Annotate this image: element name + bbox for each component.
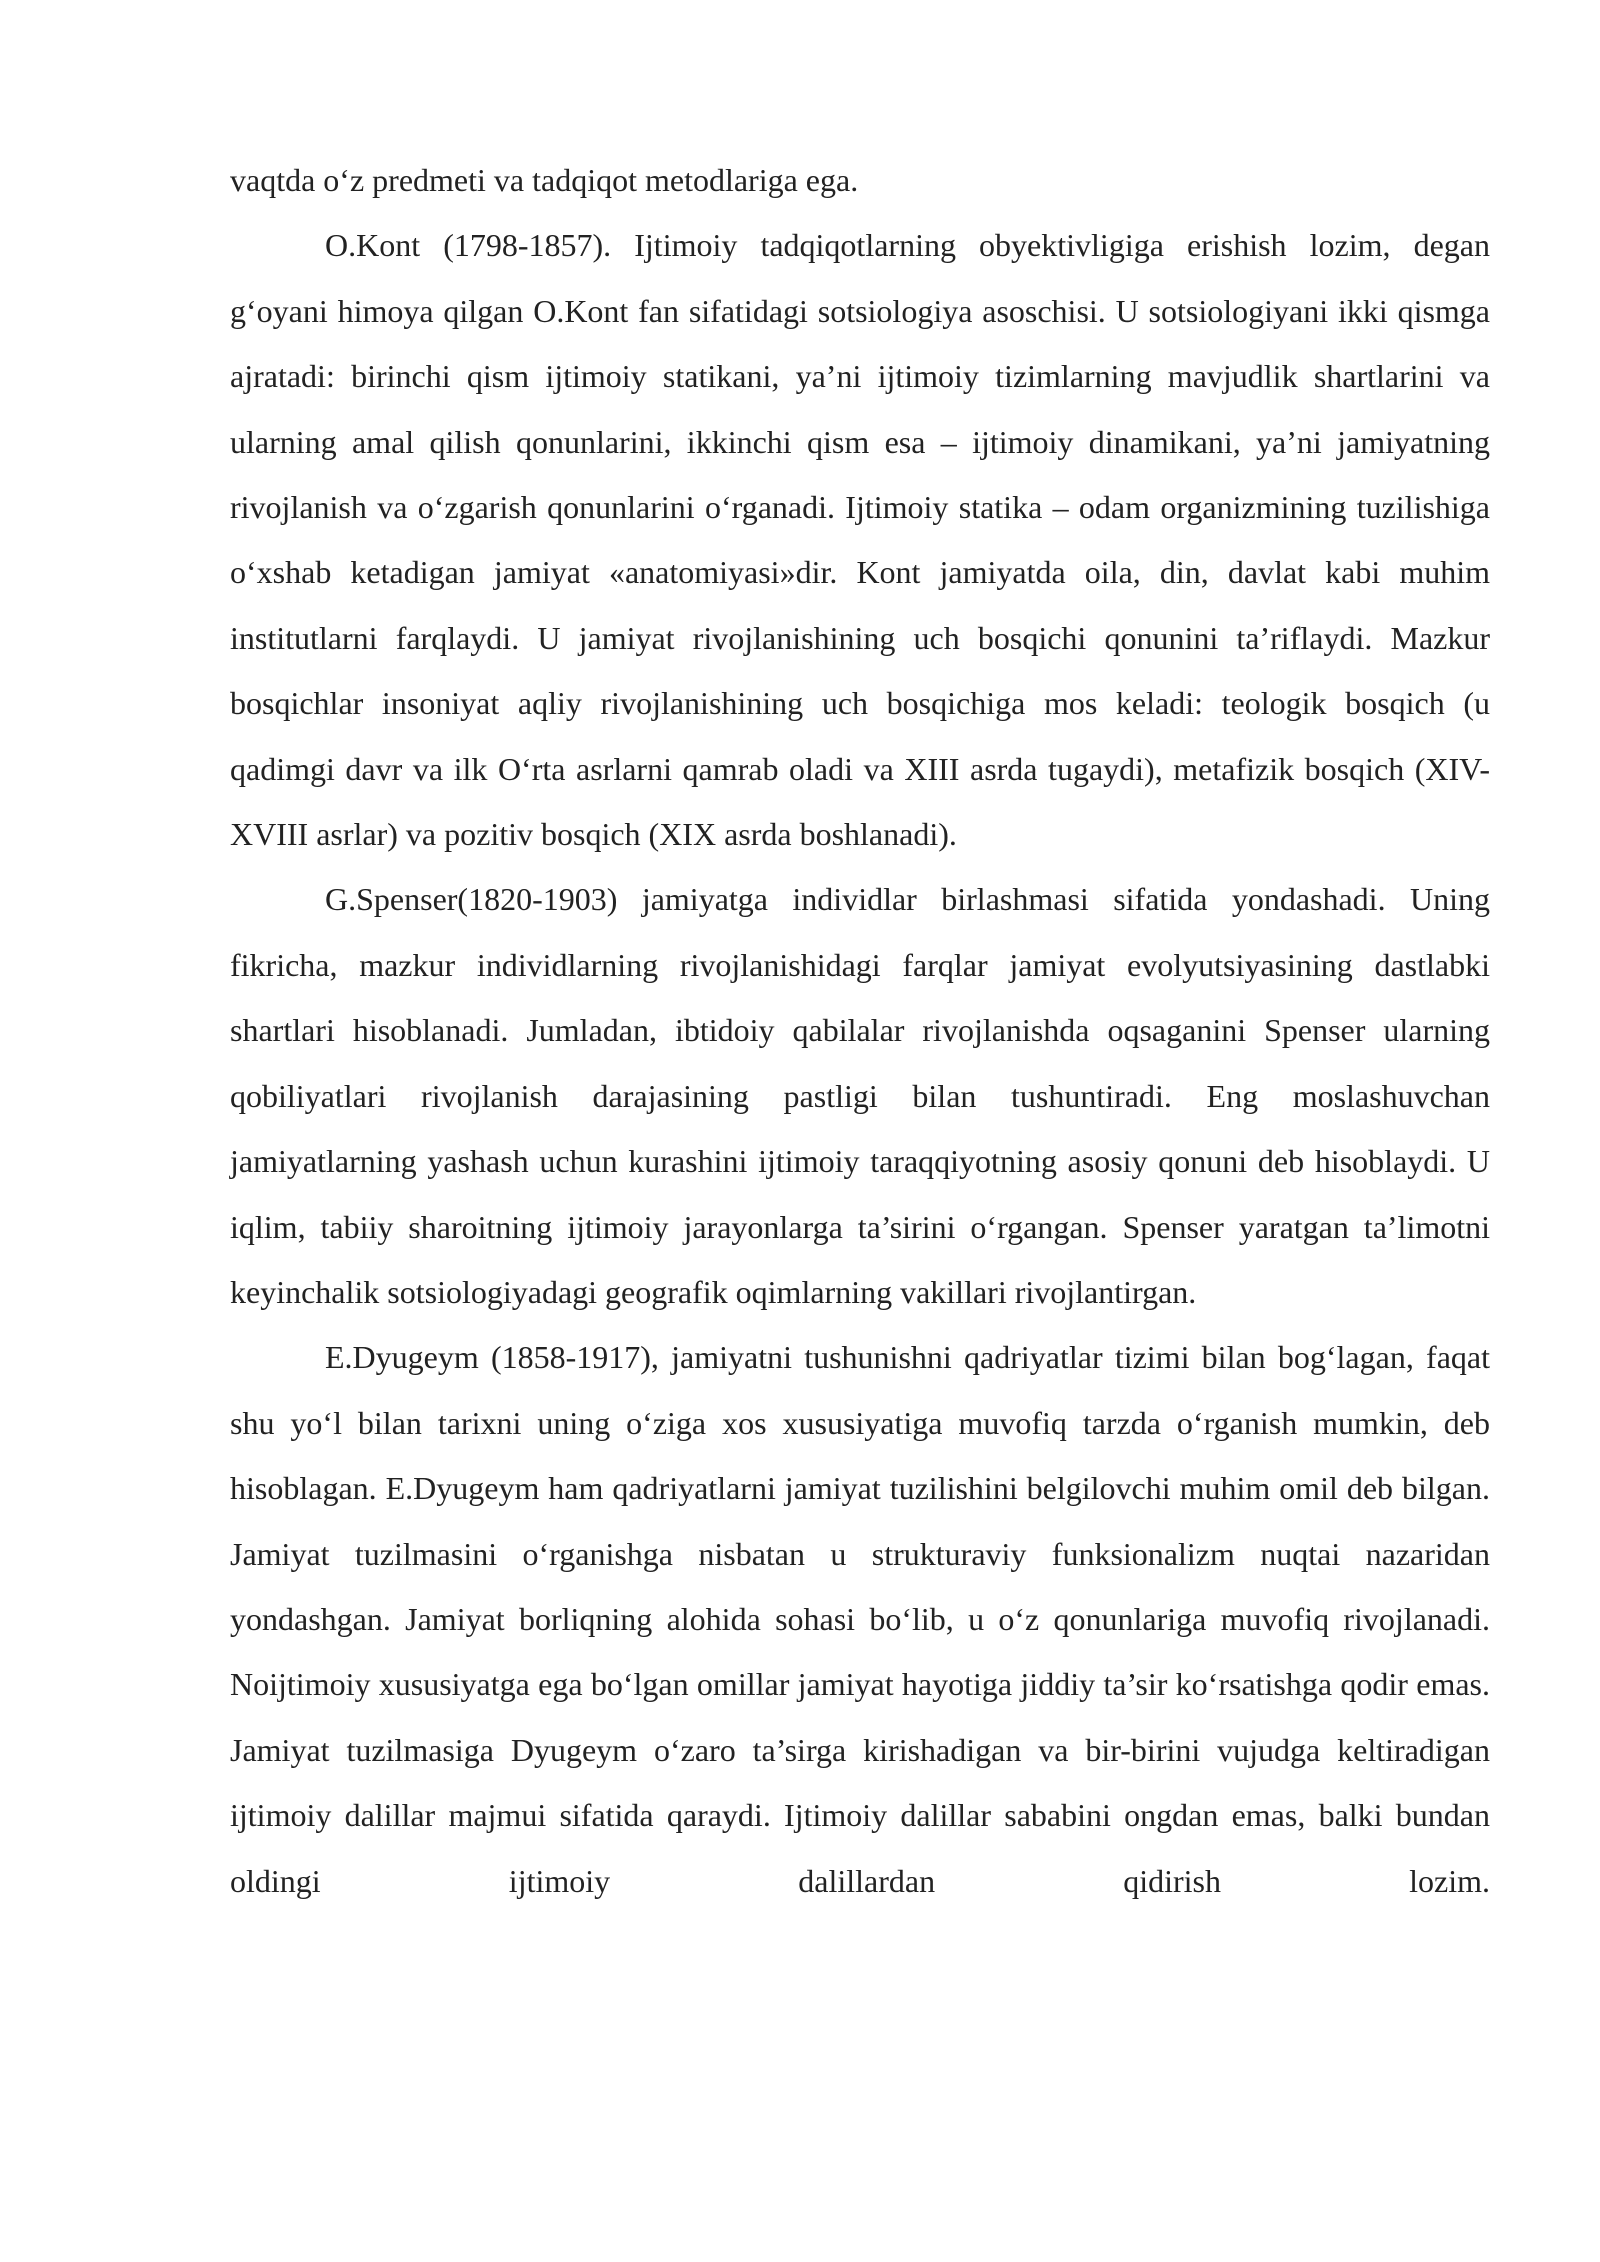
document-page: [230, 148, 1490, 1914]
paragraph-continuation: vaqtda o‘z predmeti va tadqiqot metodlariga ega.: [230, 162, 859, 198]
paragraph-kont: O.Kont (1798-1857). Ijtimoiy tadqiqotlarning obyektivligiga erishish lozim, degan g‘oyani himoya qilgan O.Kont fan sifatidagi sotsiologiya asoschisi. U sotsiologiyani ikki qismga ajratadi: birinchi qism ijtimoiy statikani, ya’ni ijtimoiy tizimlarning mavjudlik shartlarini va ularning amal qilish qonunlarini, ikkinchi qism esa – ijtimoiy dinamikani, ya’ni jamiyatning rivojlanish va o‘zgarish qonunlarini o‘rganadi. Ijtimoiy statika – odam organizmining tuzilishiga o‘xshab ketadigan jamiyat «anatomiyasi»dir. Kont jamiyatda oila, din, davlat kabi muhim institutlarni farqlaydi. U jamiyat rivojlanishining uch bosqichi qonunini ta’riflaydi. Mazkur bosqichlar insoniyat aqliy rivojlanishining uch bosqichiga mos keladi: teologik bosqich (u qadimgi davr va ilk O‘rta asrlarni qamrab oladi va XIII asrda tugaydi), metafizik bosqich (XIV-XVIII asrlar) va pozitiv bosqich (XIX asrda boshlanadi).: [230, 227, 1490, 853]
paragraph-dyugeym: E.Dyugeym (1858-1917), jamiyatni tushunishni qadriyatlar tizimi bilan bog‘lagan, faqat shu yo‘l bilan tarixni uning o‘ziga xos xususiyatiga muvofiq tarzda o‘rganish mumkin, deb hisoblagan. E.Dyugeym ham qadriyatlarni jamiyat tuzilishini belgilovchi muhim omil deb bilgan. Jamiyat tuzilmasini o‘rganishga nisbatan u strukturaviy funksionalizm nuqtai nazaridan yondashgan. Jamiyat borliqning alohida sohasi bo‘lib, u o‘z qonunlariga muvofiq rivojlanadi. Noijtimoiy xususiyatga ega bo‘lgan omillar jamiyat hayotiga jiddiy ta’sir ko‘rsatishga qodir emas. Jamiyat tuzilmasiga Dyugeym o‘zaro ta’sirga kirishadigan va bir-birini vujudga keltiradigan ijtimoiy dalillar majmui sifatida qaraydi. Ijtimoiy dalillar sababini ongdan emas, balki bundan oldingi ijtimoiy dalillardan qidirish lozim.: [230, 1339, 1490, 1899]
paragraph-spenser: G.Spenser(1820-1903) jamiyatga individlar birlashmasi sifatida yondashadi. Uning fikricha, mazkur individlarning rivojlanishidagi farqlar jamiyat evolyutsiyasining dastlabki shartlari hisoblanadi. Jumladan, ibtidoiy qabilalar rivojlanishda oqsaganini Spenser ularning qobiliyatlari rivojlanish darajasining pastligi bilan tushuntiradi. Eng moslashuvchan jamiyatlarning yashash uchun kurashini ijtimoiy taraqqiyotning asosiy qonuni deb hisoblaydi. U iqlim, tabiiy sharoitning ijtimoiy jarayonlarga ta’sirini o‘rgangan. Spenser yaratgan ta’limotni keyinchalik sotsiologiyadagi geografik oqimlarning vakillari rivojlantirgan.: [230, 881, 1490, 1310]
